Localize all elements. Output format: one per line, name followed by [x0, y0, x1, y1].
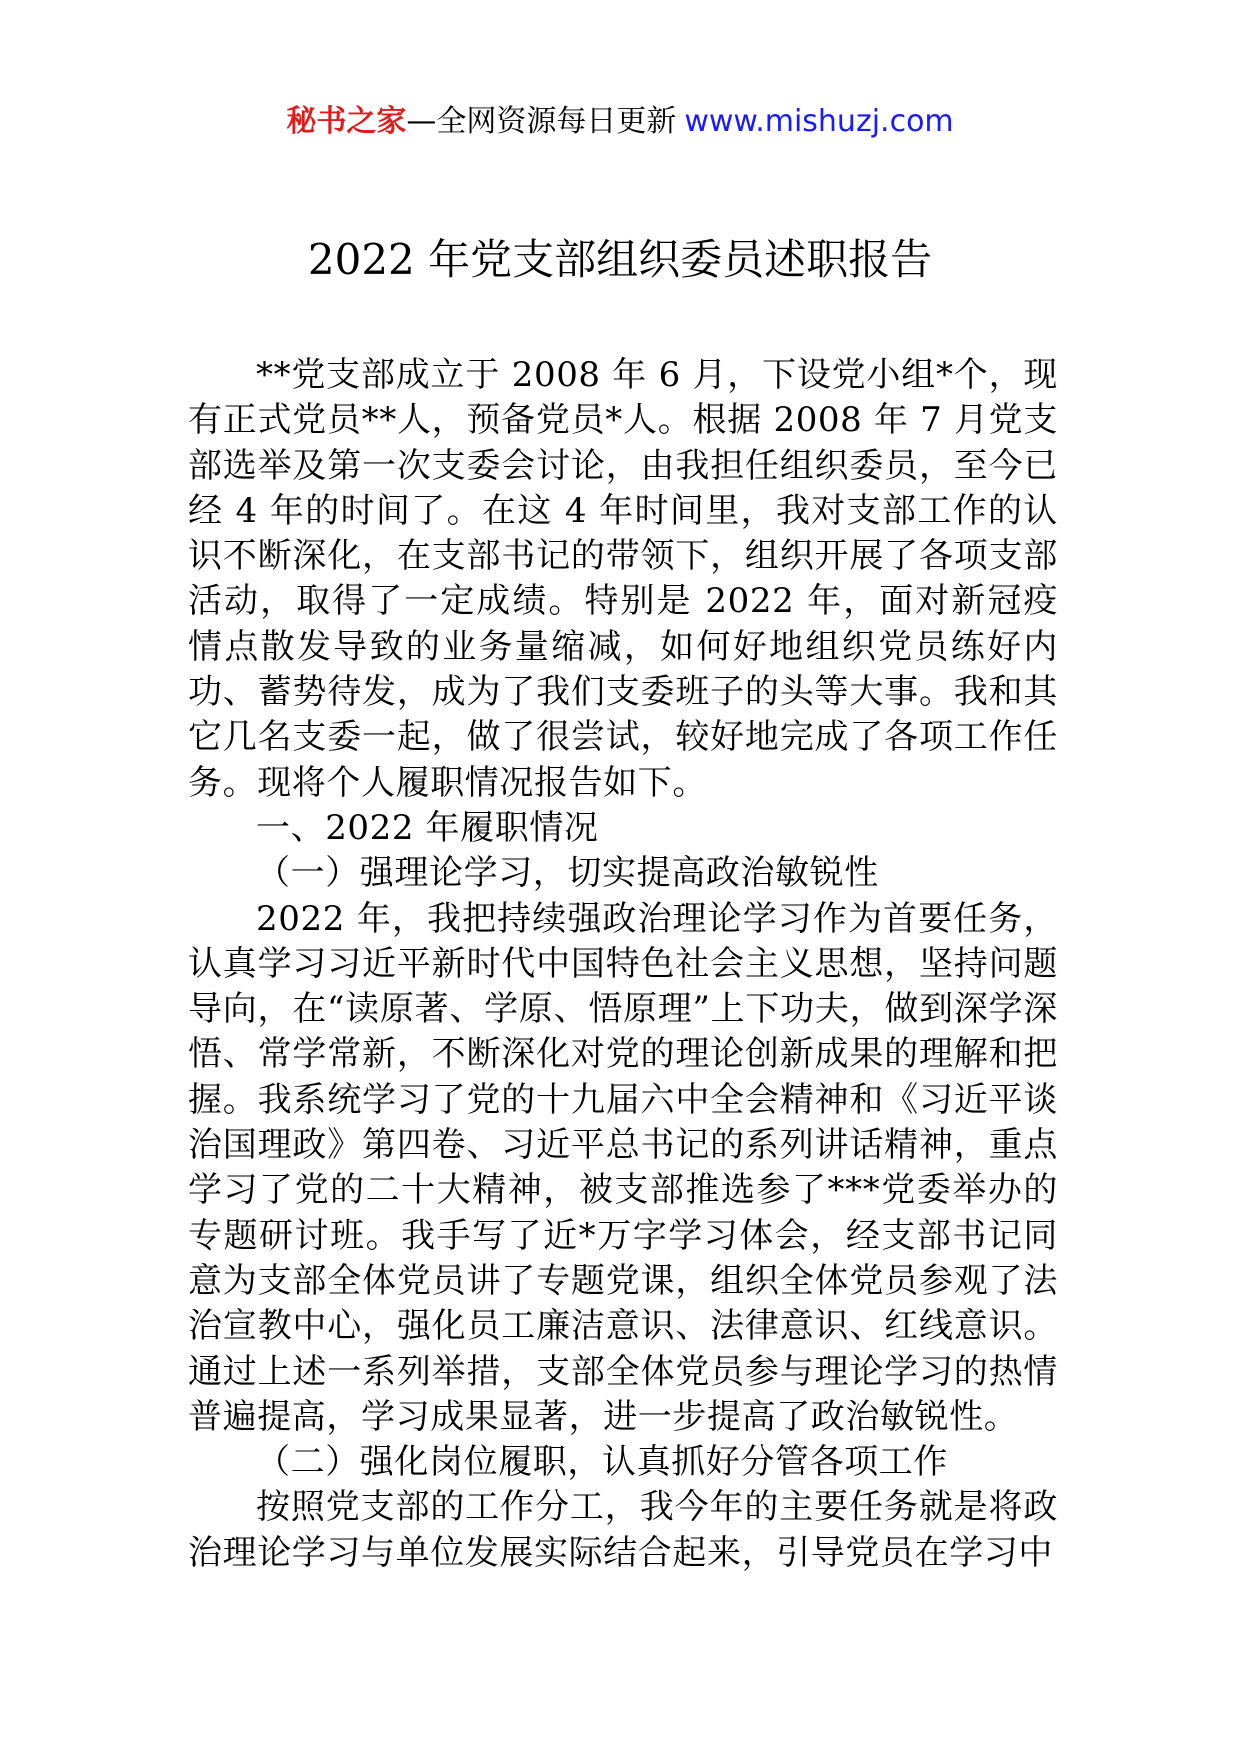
document-body [188, 353, 1058, 1576]
body-paragraph: 2022 年，我把持续强政治理论学习作为首要任务，认真学习习近平新时代中国特色社会主义思想，坚持问题导向，在“读原著、学原、悟原理”上下功夫，做到深学深悟、常学常新，不断深化对党的理论创新成果的理解和把握。我系统学习了党的十九届六中全会精神和《习近平谈治国理政》第四卷、习近平总书记的系列讲话精神，重点学习了党的二十大精神，被支部推选参了***党委举办的专题研讨班。我手写了近*万字学习体会，经支部书记同意为支部全体党员讲了专题党课，组织全体党员参观了法治宣教中心，强化员工廉洁意识、法律意识、红线意识。通过上述一系列举措，支部全体党员参与理论学习的热情普遍提高，学习成果显著，进一步提高了政治敏锐性。 [188, 898, 1058, 1437]
site-slogan: —全网资源每日更新 [406, 104, 677, 139]
section-heading: 一、2022 年履职情况 [256, 807, 599, 848]
subsection-heading: （一）强理论学习，切实提高政治敏锐性 [256, 853, 879, 894]
subsection-heading: （二）强化岗位履职，认真抓好分管各项工作 [256, 1442, 948, 1483]
site-url-link[interactable]: www.mishuzj.com [684, 104, 954, 139]
document-title: 2022 年党支部组织委员述职报告 [307, 235, 933, 284]
intro-paragraph: **党支部成立于 2008 年 6 月，下设党小组*个，现有正式党员**人，预备党员*人。根据 2008 年 7 月党支部选举及第一次支委会讨论，由我担任组织委员，至今已经 4 年的时间了。在这 4 年时间里，我对支部工作的认识不断深化，在支部书记的带领下，组织开展了各项支部活动，取得了一定成绩。特别是 2022 年，面对新冠疫情点散发导致的业务量缩减，如何好地组织党员练好内功、蓄势待发，成为了我们支委班子的头等大事。我和其它几名支委一起，做了很尝试，较好地完成了各项工作任务。现将个人履职情况报告如下。 [188, 355, 1058, 803]
site-brand: 秘书之家 [286, 104, 407, 139]
body-paragraph: 按照党支部的工作分工，我今年的主要任务就是将政治理论学习与单位发展实际结合起来，引导党员在学习中 [188, 1487, 1058, 1573]
site-header [0, 100, 1240, 144]
